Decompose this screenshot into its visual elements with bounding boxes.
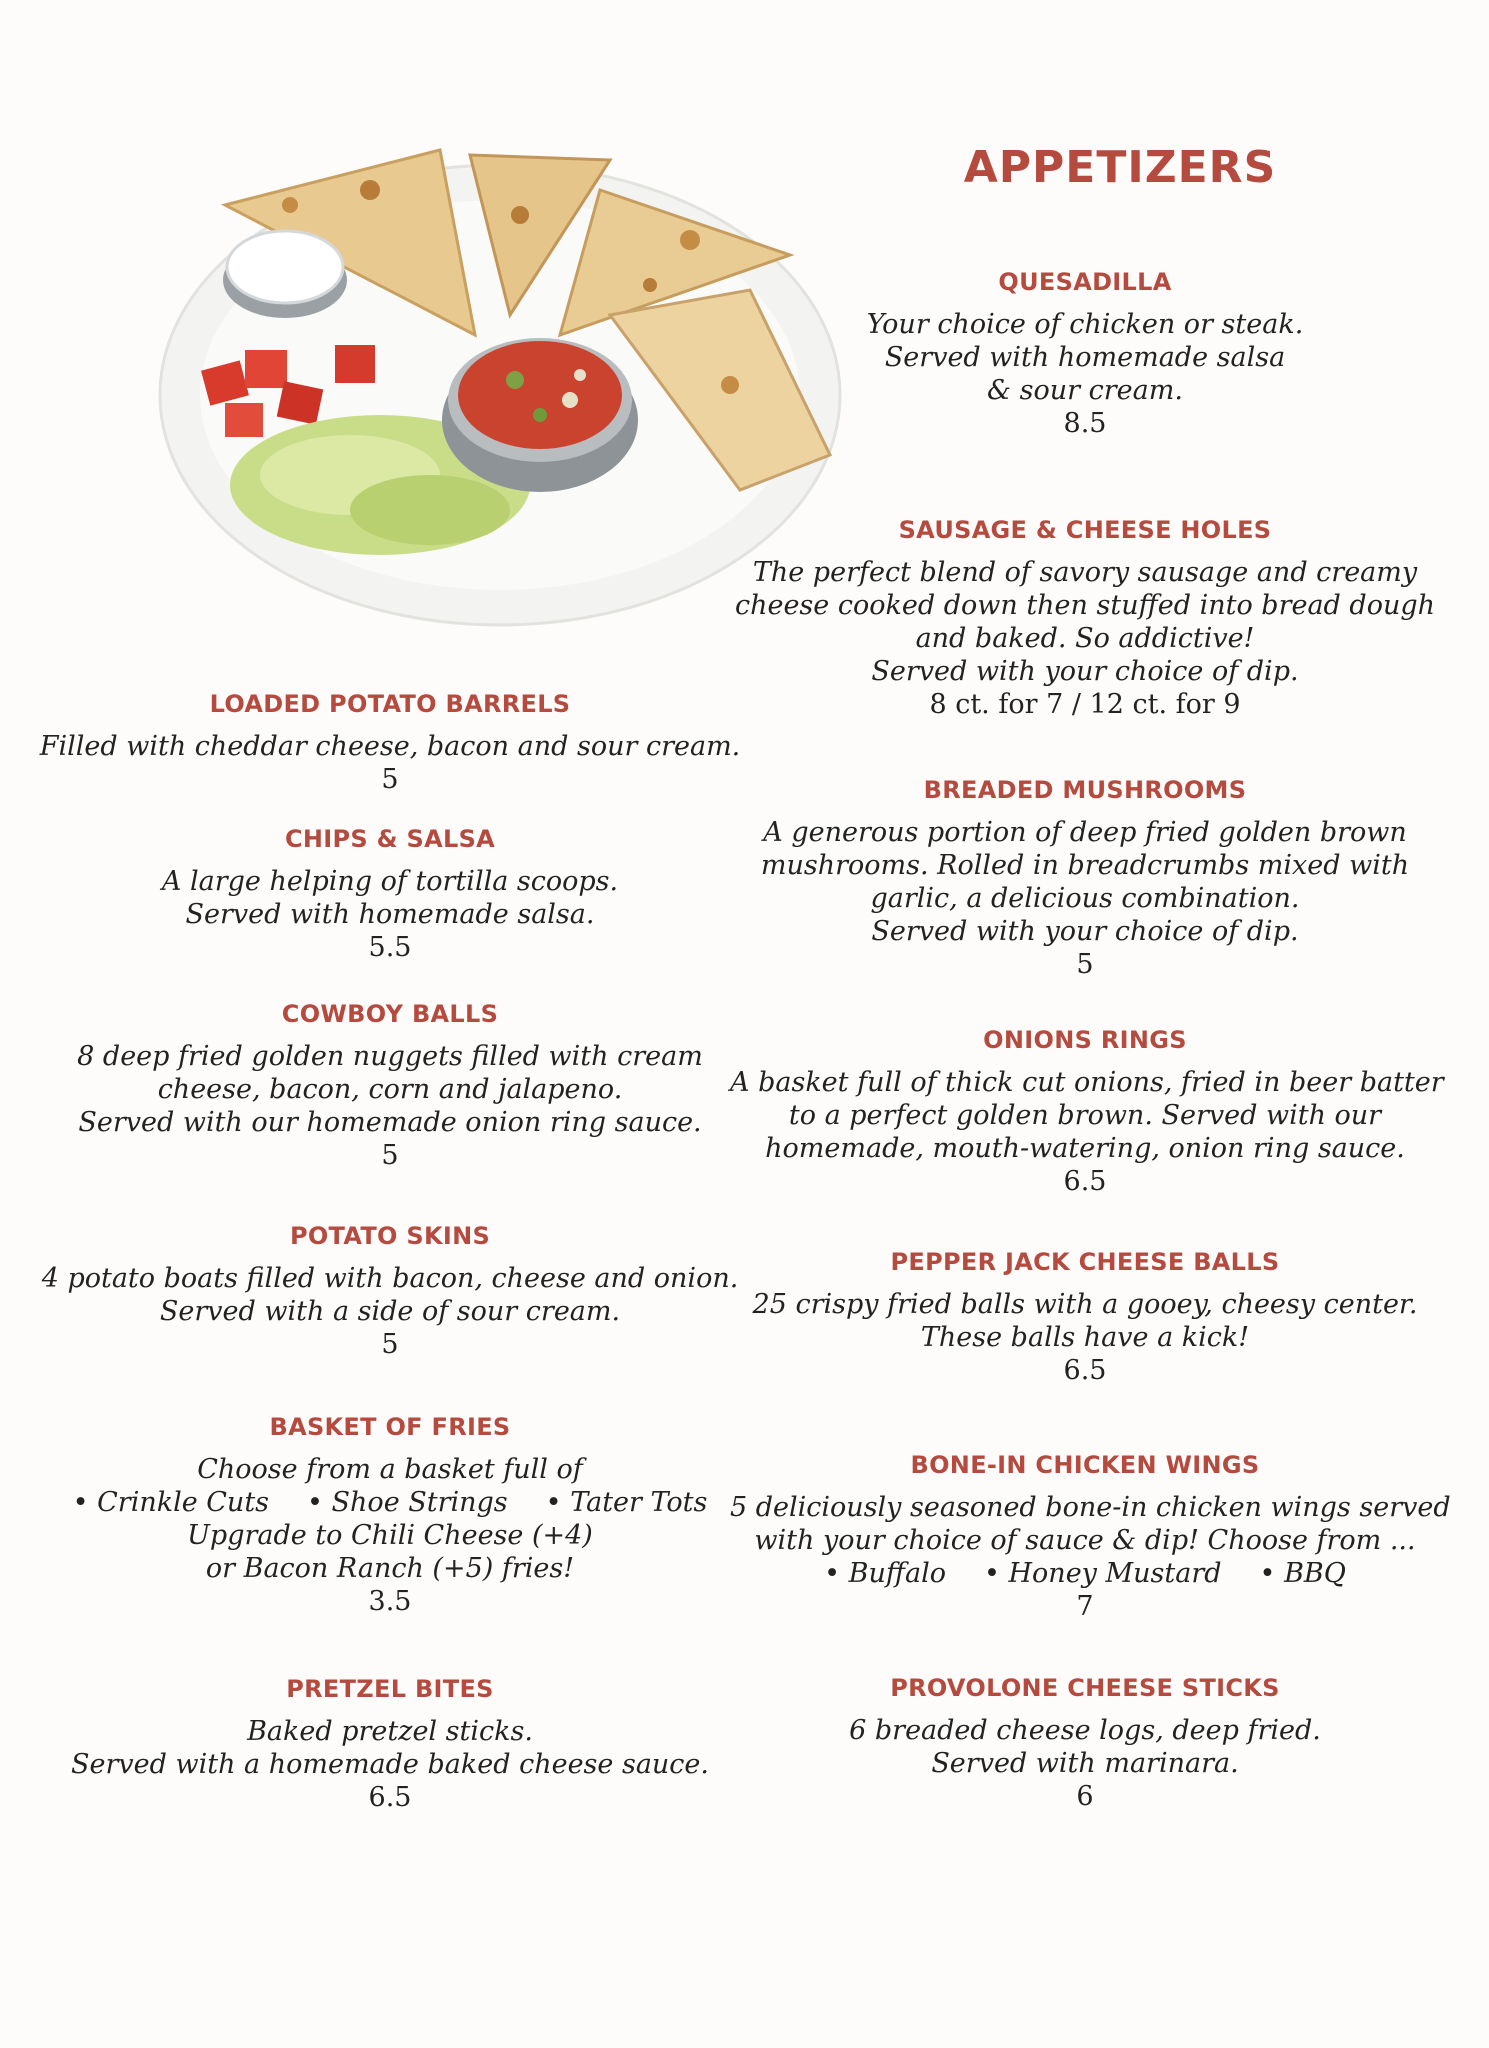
menu-item-cowboy-balls — [20, 1000, 760, 1172]
item-description-line: to a perfect golden brown. Served with our — [788, 1100, 1382, 1131]
option-item: • Crinkle Cuts — [73, 1486, 269, 1519]
item-description-line: 6 breaded cheese logs, deep fried. — [849, 1715, 1321, 1746]
item-price: 7 — [1076, 1591, 1094, 1622]
item-price: 8 ct. for 7 / 12 ct. for 9 — [929, 689, 1241, 720]
fries-options — [20, 1486, 760, 1519]
option-item: • Honey Mustard — [984, 1557, 1222, 1590]
item-description-line: garlic, a delicious combination. — [870, 883, 1300, 914]
item-description-line: Served with marinara. — [931, 1748, 1239, 1779]
item-description-line: A basket full of thick cut onions, fried in beer batter — [730, 1067, 1444, 1098]
item-price: 5 — [381, 1140, 399, 1171]
item-description-line: cheese cooked down then stuffed into bread dough — [734, 590, 1436, 621]
item-description-line: A generous portion of deep fried golden brown — [763, 817, 1407, 848]
item-name: QUESADILLA — [998, 268, 1172, 296]
item-price: 6 — [1076, 1781, 1094, 1812]
item-name: PRETZEL BITES — [286, 1675, 494, 1703]
item-description-line: & sour cream. — [987, 375, 1183, 406]
item-description-line: cheese, bacon, corn and jalapeno. — [157, 1074, 623, 1105]
page-title: APPETIZERS — [963, 142, 1277, 193]
item-description-line: 5 deliciously seasoned bone-in chicken wings served — [730, 1492, 1451, 1523]
menu-item-quesadilla — [730, 268, 1440, 440]
menu-item-potato-skins — [20, 1222, 760, 1361]
item-name: CHIPS & SALSA — [284, 825, 496, 853]
menu-item-bone-in-chicken-wings — [730, 1451, 1451, 1623]
menu-item-pretzel-bites — [20, 1675, 760, 1814]
option-item: • Tater Tots — [546, 1486, 708, 1519]
menu-item-pepper-jack-cheese-balls — [730, 1248, 1440, 1387]
item-description-line: Served with a side of sour cream. — [159, 1296, 621, 1327]
item-name: BONE-IN CHICKEN WINGS — [910, 1451, 1260, 1479]
option-item: • BBQ — [1260, 1557, 1346, 1590]
item-description-line: with your choice of sauce & dip! Choose from ... — [754, 1525, 1416, 1556]
item-description-line: 4 potato boats filled with bacon, cheese and onion. — [41, 1263, 739, 1294]
item-price: 5 — [381, 764, 399, 795]
item-description-line: mushrooms. Rolled in breadcrumbs mixed with — [760, 850, 1410, 881]
item-description-line: Upgrade to Chili Cheese (+4) — [187, 1520, 593, 1551]
item-description-line: or Bacon Ranch (+5) fries! — [205, 1553, 575, 1584]
menu-item-sausage-cheese-holes — [730, 516, 1440, 721]
item-name: PEPPER JACK CHEESE BALLS — [890, 1248, 1280, 1276]
menu-item-loaded-potato-barrels — [20, 690, 760, 796]
item-description-line: Served with your choice of dip. — [871, 916, 1299, 947]
item-price: 5.5 — [368, 932, 412, 963]
menu-item-onions-rings — [730, 1026, 1444, 1198]
item-price: 5 — [1076, 949, 1094, 980]
menu-item-chips-salsa — [20, 825, 760, 964]
item-description-line: Served with homemade salsa. — [185, 899, 595, 930]
sauce-options — [730, 1557, 1440, 1590]
item-name: PROVOLONE CHEESE STICKS — [890, 1674, 1280, 1702]
item-description-line: The perfect blend of savory sausage and creamy — [752, 557, 1418, 588]
item-name: SAUSAGE & CHEESE HOLES — [898, 516, 1272, 544]
item-description-line: Baked pretzel sticks. — [247, 1716, 533, 1747]
item-description-line: Served with our homemade onion ring sauce. — [78, 1107, 702, 1138]
item-description-line: Served with a homemade baked cheese sauce. — [71, 1749, 709, 1780]
item-name: ONIONS RINGS — [983, 1026, 1187, 1054]
item-price: 3.5 — [368, 1586, 412, 1617]
item-price: 5 — [381, 1329, 399, 1360]
item-name: LOADED POTATO BARRELS — [209, 690, 571, 718]
item-price: 6.5 — [368, 1782, 412, 1813]
item-description-line: These balls have a kick! — [920, 1322, 1250, 1353]
item-name: BASKET OF FRIES — [269, 1413, 511, 1441]
item-price: 6.5 — [1063, 1166, 1107, 1197]
item-description-line: Choose from a basket full of — [197, 1454, 583, 1485]
item-price: 6.5 — [1063, 1355, 1107, 1386]
item-description-line: homemade, mouth-watering, onion ring sauce. — [765, 1133, 1405, 1164]
item-name: COWBOY BALLS — [281, 1000, 499, 1028]
option-item: • Buffalo — [824, 1557, 946, 1590]
item-description-line: Filled with cheddar cheese, bacon and sour cream. — [39, 731, 741, 762]
item-description-line: Your choice of chicken or steak. — [866, 309, 1304, 340]
item-description-line: and baked. So addictive! — [915, 623, 1255, 654]
item-description-line: 8 deep fried golden nuggets filled with cream — [77, 1041, 703, 1072]
menu-item-breaded-mushrooms — [730, 776, 1440, 981]
item-description-line: 25 crispy fried balls with a gooey, cheesy center. — [752, 1289, 1418, 1320]
item-price: 8.5 — [1063, 408, 1107, 439]
item-description-line: A large helping of tortilla scoops. — [161, 866, 619, 897]
item-name: POTATO SKINS — [289, 1222, 491, 1250]
item-description-line: Served with your choice of dip. — [871, 656, 1299, 687]
item-name: BREADED MUSHROOMS — [923, 776, 1247, 804]
item-description-line: Served with homemade salsa — [884, 342, 1286, 373]
option-item: • Shoe Strings — [307, 1486, 508, 1519]
menu-item-basket-of-fries — [20, 1413, 760, 1618]
menu-item-provolone-cheese-sticks — [730, 1674, 1440, 1813]
